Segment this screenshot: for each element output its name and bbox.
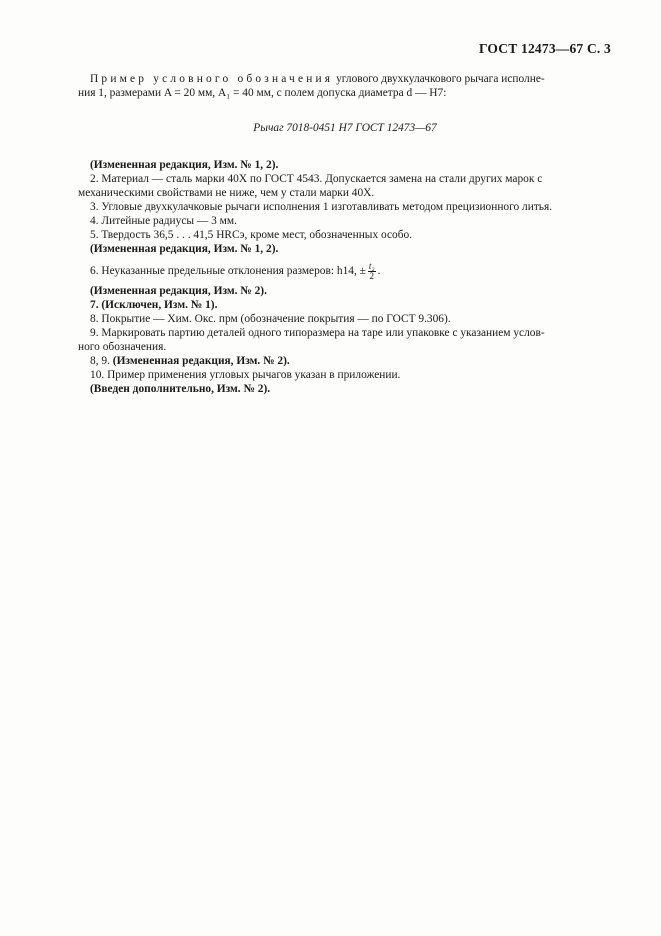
fraction-denominator: 2 (369, 271, 374, 281)
document-body (78, 72, 600, 396)
item-4: 4. Литейные радиусы — 3 мм. (90, 215, 237, 227)
fraction-numerator: t₂ (368, 261, 375, 271)
item-8: 8. Покрытие — Хим. Окс. прм (обозначение покрытия — по ГОСТ 9.306). (90, 313, 451, 325)
item-6-fraction (368, 262, 376, 281)
item-2-line-2: механическими свойствами не ниже, чем у стали марки 40Х. (78, 187, 375, 199)
item-3: 3. Угловые двухкулачковые рычаги исполнения 1 изготавливать методом прецизионного литья. (90, 201, 553, 213)
intro-line-2: ния 1, размерами A = 20 мм, A₁ = 40 мм, с полем допуска диаметра d — H7: (78, 87, 447, 99)
item-8-9-prefix: 8, 9. (90, 355, 113, 367)
item-10: 10. Пример применения угловых рычагов указан в приложении. (90, 369, 401, 381)
item-6-text: 6. Неуказанные предельные отклонения размеров: h14, ± (90, 265, 366, 278)
designation-example: Рычаг 7018-0451 H7 ГОСТ 12473—67 (253, 122, 437, 134)
revision-note-4: (Введен дополнительно, Изм. № 2). (90, 383, 271, 395)
revision-note-1: (Измененная редакция, Изм. № 1, 2). (90, 159, 279, 171)
item-7: 7. (Исключен, Изм. № 1). (90, 299, 218, 311)
intro-line-1 (90, 72, 600, 86)
revision-note-3: (Измененная редакция, Изм. № 2). (90, 285, 267, 297)
intro-line-1-rest: углового двухкулачкового рычага исполне- (333, 73, 545, 85)
item-5: 5. Твердость 36,5 . . . 41,5 HRCэ, кроме мест, обозначенных особо. (90, 229, 413, 241)
revision-note-2: (Измененная редакция, Изм. № 1, 2). (90, 243, 279, 255)
item-6 (90, 262, 600, 281)
item-8-9-revision: (Измененная редакция, Изм. № 2). (112, 355, 290, 367)
item-6-end: . (377, 265, 381, 278)
item-9-line-1: 9. Маркировать партию деталей одного типоразмера на таре или упаковке с указанием услов- (90, 327, 545, 339)
page-header: ГОСТ 12473—67 С. 3 (478, 41, 611, 56)
item-2-line-1: 2. Материал — сталь марки 40Х по ГОСТ 4543. Допускается замена на стали других марок с (90, 173, 543, 185)
item-9-line-2: ного обозначения. (78, 341, 167, 353)
item-8-9-note (90, 354, 600, 368)
intro-spaced-phrase: Пример условного обозначения (90, 73, 334, 85)
